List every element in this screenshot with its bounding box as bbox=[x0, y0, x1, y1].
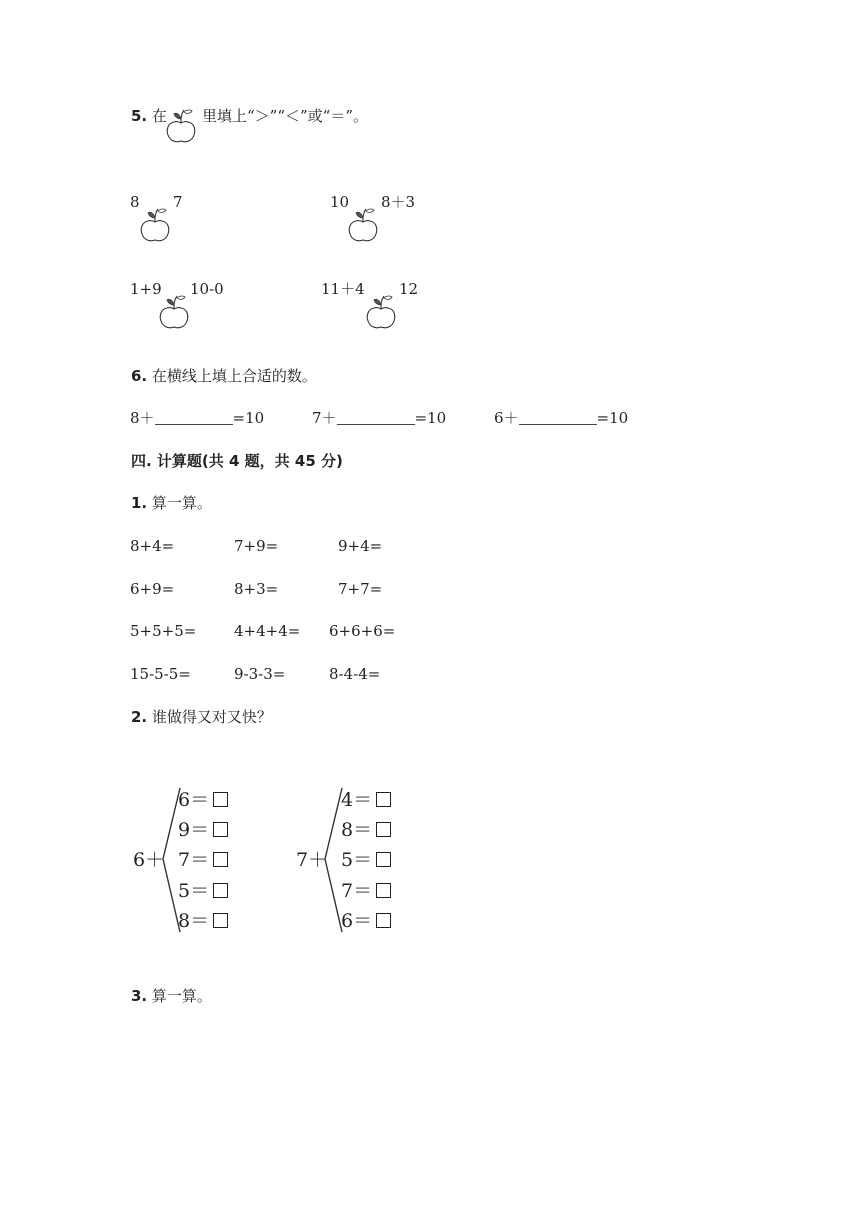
p1-r2-c2: 8+3= bbox=[234, 580, 279, 598]
q5-text-before: 在 bbox=[151, 107, 167, 125]
answer-blank[interactable] bbox=[519, 410, 597, 425]
q6-item-2-suffix: =10 bbox=[414, 409, 447, 427]
q5-number: 5. bbox=[131, 107, 148, 125]
p3-heading bbox=[131, 987, 212, 1005]
p2-g2-row-2 bbox=[341, 819, 391, 841]
q6-item-1-prefix: 8＋ bbox=[130, 409, 155, 427]
p1-r1-c1: 8+4= bbox=[130, 537, 175, 555]
p1-number: 1. bbox=[131, 494, 148, 512]
p2-number: 2. bbox=[131, 708, 148, 726]
p1-r1-c2: 7+9= bbox=[234, 537, 279, 555]
p1-r2-c1: 6+9= bbox=[130, 580, 175, 598]
addend: 5＝ bbox=[178, 880, 210, 902]
addend: 5＝ bbox=[341, 849, 373, 871]
p2-g2-row-5 bbox=[341, 910, 391, 932]
q6-heading bbox=[131, 367, 317, 385]
q6-item-3 bbox=[494, 409, 628, 427]
apple-icon bbox=[346, 205, 380, 243]
p1-text: 算一算。 bbox=[151, 494, 212, 512]
q5-item-2-left: 10 bbox=[330, 193, 350, 211]
q5-item-4-right: 12 bbox=[399, 280, 419, 298]
q5-item-1-left: 8 bbox=[130, 193, 140, 211]
answer-box[interactable] bbox=[376, 792, 391, 807]
p2-g2-row-1 bbox=[341, 789, 391, 811]
p1-r3-c3: 6+6+6= bbox=[329, 622, 396, 640]
addend: 6＝ bbox=[341, 910, 373, 932]
q5-text-after: 里填上“＞”“＜”或“＝”。 bbox=[202, 107, 369, 125]
answer-blank[interactable] bbox=[155, 410, 233, 425]
q6-item-3-prefix: 6＋ bbox=[494, 409, 519, 427]
q5-item-1-right: 7 bbox=[173, 193, 183, 211]
p2-g1-row-2 bbox=[178, 819, 228, 841]
answer-box[interactable] bbox=[213, 913, 228, 928]
addend: 8＝ bbox=[341, 819, 373, 841]
apple-icon bbox=[364, 292, 398, 330]
p2-g2-row-3 bbox=[341, 849, 391, 871]
apple-icon bbox=[157, 292, 191, 330]
p2-g1-row-3 bbox=[178, 849, 228, 871]
p1-r4-c3: 8-4-4= bbox=[329, 665, 381, 683]
q6-item-1 bbox=[130, 409, 264, 427]
p1-r4-c2: 9-3-3= bbox=[234, 665, 286, 683]
p2-g1-row-5 bbox=[178, 910, 228, 932]
p1-r3-c2: 4+4+4= bbox=[234, 622, 301, 640]
q6-item-1-suffix: =10 bbox=[232, 409, 265, 427]
answer-blank[interactable] bbox=[337, 410, 415, 425]
p2-group-2-base: 7＋ bbox=[296, 849, 328, 871]
addend: 6＝ bbox=[178, 789, 210, 811]
answer-box[interactable] bbox=[213, 822, 228, 837]
p1-heading bbox=[131, 494, 212, 512]
q6-item-2-prefix: 7＋ bbox=[312, 409, 337, 427]
p3-text: 算一算。 bbox=[151, 987, 212, 1005]
q6-item-3-suffix: =10 bbox=[596, 409, 629, 427]
answer-box[interactable] bbox=[376, 852, 391, 867]
answer-box[interactable] bbox=[376, 913, 391, 928]
p2-g1-row-1 bbox=[178, 789, 228, 811]
section-title: 四. 计算题(共 4 题，共 45 分) bbox=[131, 452, 343, 470]
addend: 7＝ bbox=[341, 880, 373, 902]
q5-item-3-left: 1+9 bbox=[130, 280, 162, 298]
p1-r3-c1: 5+5+5= bbox=[130, 622, 197, 640]
q6-number: 6. bbox=[131, 367, 148, 385]
answer-box[interactable] bbox=[376, 883, 391, 898]
p1-r4-c1: 15-5-5= bbox=[130, 665, 191, 683]
q5-item-2-right: 8＋3 bbox=[381, 193, 416, 211]
addend: 7＝ bbox=[178, 849, 210, 871]
p1-r2-c3: 7+7= bbox=[338, 580, 383, 598]
p2-group-1-base: 6＋ bbox=[133, 849, 165, 871]
p2-g1-row-4 bbox=[178, 880, 228, 902]
q6-item-2 bbox=[312, 409, 446, 427]
p2-g2-row-4 bbox=[341, 880, 391, 902]
apple-icon bbox=[138, 205, 172, 243]
q5-item-3-right: 10-0 bbox=[190, 280, 224, 298]
apple-icon bbox=[164, 106, 198, 144]
answer-box[interactable] bbox=[213, 852, 228, 867]
addend: 4＝ bbox=[341, 789, 373, 811]
q6-text: 在横线上填上合适的数。 bbox=[151, 367, 317, 385]
answer-box[interactable] bbox=[213, 792, 228, 807]
q5-item-4-left: 11＋4 bbox=[321, 280, 365, 298]
p2-heading bbox=[131, 708, 272, 726]
p2-text: 谁做得又对又快？ bbox=[151, 708, 272, 726]
addend: 8＝ bbox=[178, 910, 210, 932]
answer-box[interactable] bbox=[376, 822, 391, 837]
p1-r1-c3: 9+4= bbox=[338, 537, 383, 555]
q5-heading bbox=[131, 107, 167, 125]
p3-number: 3. bbox=[131, 987, 148, 1005]
answer-box[interactable] bbox=[213, 883, 228, 898]
addend: 9＝ bbox=[178, 819, 210, 841]
